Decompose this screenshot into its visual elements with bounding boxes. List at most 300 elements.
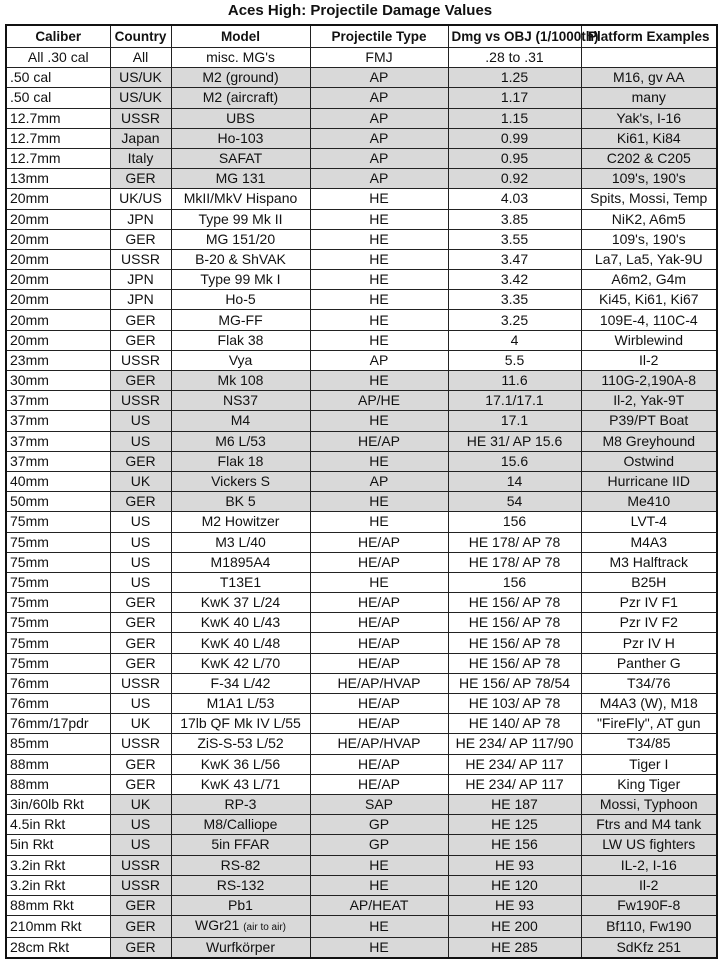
cell-country — [110, 794, 171, 814]
projectile-type-text: HE — [369, 918, 389, 935]
platform-text: many — [631, 89, 666, 106]
cell-projectile-type — [310, 916, 448, 938]
cell-caliber — [6, 613, 110, 633]
country-text: Italy — [127, 150, 154, 167]
country-text: UK — [130, 473, 151, 490]
model-text: misc. MG's — [206, 49, 275, 66]
cell-platform — [581, 774, 717, 794]
damage-text: HE 234/ AP 117/90 — [455, 735, 574, 752]
cell-platform — [581, 512, 717, 532]
cell-model — [171, 411, 310, 431]
damage-text: 15.6 — [500, 452, 529, 469]
platform-text: Mossi, Typhoon — [599, 796, 698, 813]
country-text: GER — [125, 939, 156, 956]
projectile-type-text: AP — [369, 473, 389, 490]
caliber-text: 75mm — [10, 614, 49, 631]
cell-model — [171, 613, 310, 633]
cell-damage — [448, 371, 581, 391]
table-row — [6, 572, 717, 592]
damage-text: 5.5 — [504, 351, 525, 368]
model-text: 5in FFAR — [211, 836, 270, 853]
cell-country — [110, 108, 171, 128]
caliber-text: 75mm — [10, 634, 49, 651]
cell-model — [171, 249, 310, 269]
projectile-type-text: AP — [369, 109, 389, 126]
cell-country — [110, 411, 171, 431]
table-row — [6, 371, 717, 391]
country-text: GER — [125, 614, 156, 631]
projectile-type-text: HE — [369, 493, 389, 510]
projectile-type-text: HE/AP — [357, 614, 400, 631]
damage-text: HE 156 — [491, 836, 538, 853]
caliber-text: 20mm — [10, 311, 49, 328]
model-text: RS-132 — [216, 876, 265, 893]
cell-country — [110, 552, 171, 572]
cell-model — [171, 431, 310, 451]
cell-model — [171, 572, 310, 592]
damage-text: 3.25 — [500, 311, 529, 328]
cell-damage — [448, 774, 581, 794]
country-text: UK — [130, 796, 151, 813]
projectile-type-text: HE — [369, 939, 389, 956]
cell-model — [171, 875, 310, 895]
cell-caliber — [6, 270, 110, 290]
cell-projectile-type — [310, 734, 448, 754]
platform-text: Tiger I — [629, 755, 669, 772]
damage-text: HE 234/ AP 117 — [465, 755, 564, 772]
cell-caliber — [6, 835, 110, 855]
cell-damage — [448, 916, 581, 938]
country-text: US/UK — [119, 69, 162, 86]
cell-projectile-type — [310, 492, 448, 512]
damage-text: 1.15 — [500, 109, 529, 126]
table-row — [6, 471, 717, 491]
damage-text: HE 93 — [495, 856, 534, 873]
caliber-text: 37mm — [10, 452, 49, 469]
cell-caliber — [6, 714, 110, 734]
caliber-text: 23mm — [10, 351, 49, 368]
cell-model — [171, 552, 310, 572]
cell-damage — [448, 593, 581, 613]
country-text: GER — [125, 331, 156, 348]
table-row — [6, 916, 717, 938]
model-text: WGr21 — [194, 917, 240, 934]
cell-country — [110, 371, 171, 391]
cell-projectile-type — [310, 633, 448, 653]
platform-text: Pzr IV H — [622, 634, 675, 651]
caliber-text: 88mm Rkt — [10, 896, 74, 913]
cell-projectile-type — [310, 350, 448, 370]
cell-projectile-type — [310, 451, 448, 471]
projectile-type-text: HE/AP — [357, 594, 400, 611]
table-row — [6, 451, 717, 471]
caliber-text: 76mm — [10, 674, 49, 691]
cell-damage — [448, 734, 581, 754]
damage-text: HE 285 — [491, 939, 538, 956]
platform-text: Me410 — [627, 493, 671, 510]
model-text: Type 99 Mk II — [198, 210, 283, 227]
cell-caliber — [6, 290, 110, 310]
damage-text: 11.6 — [501, 372, 528, 389]
model-text: Ho-5 — [225, 291, 256, 308]
model-text: ZiS-S-53 L/52 — [197, 735, 284, 752]
table-row — [6, 108, 717, 128]
cell-caliber — [6, 391, 110, 411]
cell-platform — [581, 310, 717, 330]
model-text: Type 99 Mk I — [200, 271, 281, 288]
cell-country — [110, 512, 171, 532]
cell-damage — [448, 694, 581, 714]
cell-caliber — [6, 310, 110, 330]
cell-country — [110, 714, 171, 734]
header-country: Country — [110, 25, 171, 48]
cell-projectile-type — [310, 371, 448, 391]
caliber-text: 3.2in Rkt — [10, 856, 66, 873]
cell-projectile-type — [310, 938, 448, 959]
cell-damage — [448, 653, 581, 673]
damage-text: 0.95 — [500, 150, 529, 167]
projectile-type-text: HE — [369, 311, 389, 328]
model-text: M1A1 L/53 — [206, 695, 275, 712]
cell-model — [171, 774, 310, 794]
platform-text: 109E-4, 110C-4 — [599, 311, 698, 328]
cell-projectile-type — [310, 653, 448, 673]
country-text: USSR — [121, 109, 160, 126]
cell-platform — [581, 552, 717, 572]
cell-platform — [581, 855, 717, 875]
damage-text: 4 — [510, 331, 519, 348]
cell-model — [171, 229, 310, 249]
cell-platform — [581, 593, 717, 613]
cell-country — [110, 774, 171, 794]
cell-model — [171, 492, 310, 512]
cell-projectile-type — [310, 270, 448, 290]
cell-projectile-type — [310, 68, 448, 88]
projectile-type-text: GP — [368, 816, 390, 833]
cell-caliber — [6, 572, 110, 592]
platform-text: King Tiger — [617, 775, 681, 792]
country-text: USSR — [121, 250, 160, 267]
caliber-text: 28cm Rkt — [10, 939, 70, 956]
cell-platform — [581, 330, 717, 350]
model-text: SAFAT — [218, 150, 263, 167]
platform-text: NiK2, A6m5 — [611, 210, 686, 227]
damage-text: HE 156/ AP 78/54 — [458, 674, 571, 691]
platform-text: 110G-2,190A-8 — [601, 372, 697, 389]
platform-text: Yak's, I-16 — [616, 109, 682, 126]
cell-projectile-type — [310, 572, 448, 592]
damage-table — [5, 24, 718, 959]
cell-projectile-type — [310, 855, 448, 875]
platform-text: M3 Halftrack — [609, 553, 689, 570]
table-row — [6, 431, 717, 451]
model-text: M2 Howitzer — [201, 513, 280, 530]
cell-projectile-type — [310, 613, 448, 633]
cell-platform — [581, 189, 717, 209]
platform-text: Ki45, Ki61, Ki67 — [598, 291, 699, 308]
caliber-text: All .30 cal — [27, 49, 89, 66]
cell-caliber — [6, 88, 110, 108]
country-text: US — [130, 816, 151, 833]
caliber-text: 88mm — [10, 775, 49, 792]
cell-projectile-type — [310, 471, 448, 491]
cell-model — [171, 330, 310, 350]
model-note: (air to air) — [243, 922, 287, 934]
caliber-text: 37mm — [10, 432, 49, 449]
cell-country — [110, 855, 171, 875]
cell-platform — [581, 938, 717, 959]
cell-projectile-type — [310, 593, 448, 613]
projectile-type-text: AP — [369, 150, 389, 167]
projectile-type-text: HE/AP — [357, 715, 400, 732]
cell-platform — [581, 48, 717, 68]
cell-country — [110, 189, 171, 209]
cell-country — [110, 330, 171, 350]
cell-projectile-type — [310, 774, 448, 794]
caliber-text: .50 cal — [10, 69, 52, 86]
cell-model — [171, 653, 310, 673]
cell-model — [171, 391, 310, 411]
cell-damage — [448, 189, 581, 209]
damage-text: 3.55 — [500, 230, 529, 247]
model-text: B-20 & ShVAK — [195, 250, 286, 267]
cell-country — [110, 148, 171, 168]
model-text: Wurfkörper — [206, 939, 275, 956]
cell-damage — [448, 532, 581, 552]
country-text: US — [130, 836, 151, 853]
country-text: USSR — [121, 351, 160, 368]
projectile-type-text: AP — [369, 69, 389, 86]
cell-projectile-type — [310, 391, 448, 411]
cell-damage — [448, 451, 581, 471]
country-text: JPN — [127, 210, 154, 227]
cell-caliber — [6, 673, 110, 693]
model-text: KwK 42 L/70 — [200, 654, 281, 671]
cell-caliber — [6, 68, 110, 88]
cell-damage — [448, 512, 581, 532]
table-row — [6, 895, 717, 915]
cell-platform — [581, 694, 717, 714]
cell-damage — [448, 209, 581, 229]
table-row — [6, 249, 717, 269]
caliber-text: 5in Rkt — [10, 836, 54, 853]
cell-platform — [581, 875, 717, 895]
cell-caliber — [6, 774, 110, 794]
damage-text: 17.1 — [500, 412, 529, 429]
model-text: Ho-103 — [217, 129, 264, 146]
cell-model — [171, 88, 310, 108]
cell-country — [110, 673, 171, 693]
country-text: JPN — [127, 271, 154, 288]
cell-platform — [581, 492, 717, 512]
cell-caliber — [6, 48, 110, 68]
cell-caliber — [6, 593, 110, 613]
projectile-type-text: HE — [369, 412, 389, 429]
cell-platform — [581, 290, 717, 310]
table-row — [6, 310, 717, 330]
platform-text: Ostwind — [623, 452, 675, 469]
caliber-text: 210mm Rkt — [10, 918, 82, 935]
model-text: NS37 — [222, 392, 259, 409]
cell-model — [171, 895, 310, 915]
cell-caliber — [6, 330, 110, 350]
damage-text: HE 31/ AP 15.6 — [466, 432, 563, 449]
cell-caliber — [6, 249, 110, 269]
cell-model — [171, 471, 310, 491]
country-text: US — [130, 513, 151, 530]
cell-model — [171, 189, 310, 209]
model-text: M4 — [230, 412, 251, 429]
model-text: 17lb QF Mk IV L/55 — [180, 715, 301, 732]
platform-text: SdKfz 251 — [616, 939, 682, 956]
projectile-type-text: AP/HE — [357, 392, 400, 409]
table-row — [6, 734, 717, 754]
table-row — [6, 330, 717, 350]
country-text: GER — [125, 230, 156, 247]
cell-damage — [448, 938, 581, 959]
model-text: RS-82 — [220, 856, 261, 873]
cell-caliber — [6, 734, 110, 754]
cell-country — [110, 451, 171, 471]
platform-text: Il-2 — [639, 351, 659, 368]
cell-damage — [448, 572, 581, 592]
cell-platform — [581, 916, 717, 938]
cell-caliber — [6, 350, 110, 370]
cell-caliber — [6, 653, 110, 673]
caliber-text: 75mm — [10, 553, 49, 570]
projectile-type-text: HE — [369, 210, 389, 227]
model-text: MkII/MkV Hispano — [183, 190, 298, 207]
cell-model — [171, 108, 310, 128]
table-row — [6, 593, 717, 613]
damage-text: HE 156/ AP 78 — [468, 614, 561, 631]
damage-text: 0.99 — [500, 129, 529, 146]
platform-text: M4A3 (W), M18 — [599, 695, 698, 712]
platform-text: LVT-4 — [630, 513, 667, 530]
model-text: MG 151/20 — [205, 230, 276, 247]
cell-caliber — [6, 169, 110, 189]
projectile-type-text: HE — [369, 513, 389, 530]
cell-caliber — [6, 754, 110, 774]
damage-text: HE 200 — [491, 918, 538, 935]
header-row — [6, 25, 717, 48]
projectile-type-text: HE/AP — [357, 654, 400, 671]
model-text: Flak 18 — [217, 452, 264, 469]
cell-platform — [581, 148, 717, 168]
cell-projectile-type — [310, 815, 448, 835]
cell-model — [171, 734, 310, 754]
cell-platform — [581, 350, 717, 370]
table-row — [6, 613, 717, 633]
country-text: Japan — [121, 129, 160, 146]
table-row — [6, 835, 717, 855]
table-row — [6, 391, 717, 411]
cell-country — [110, 734, 171, 754]
platform-text: "FireFly", AT gun — [596, 715, 701, 732]
cell-damage — [448, 350, 581, 370]
country-text: US — [130, 695, 151, 712]
caliber-text: 75mm — [10, 513, 49, 530]
cell-country — [110, 391, 171, 411]
table-row — [6, 411, 717, 431]
damage-text: HE 103/ AP 78 — [468, 695, 561, 712]
cell-model — [171, 714, 310, 734]
cell-projectile-type — [310, 673, 448, 693]
cell-country — [110, 694, 171, 714]
cell-model — [171, 855, 310, 875]
cell-projectile-type — [310, 249, 448, 269]
cell-model — [171, 673, 310, 693]
cell-projectile-type — [310, 290, 448, 310]
cell-caliber — [6, 471, 110, 491]
caliber-text: 13mm — [10, 170, 49, 187]
damage-text: 1.17 — [500, 89, 529, 106]
platform-text: B25H — [631, 573, 667, 590]
cell-platform — [581, 613, 717, 633]
table-row — [6, 512, 717, 532]
cell-platform — [581, 633, 717, 653]
cell-caliber — [6, 512, 110, 532]
table-row — [6, 229, 717, 249]
cell-platform — [581, 794, 717, 814]
caliber-text: 12.7mm — [10, 129, 61, 146]
cell-projectile-type — [310, 88, 448, 108]
model-text: KwK 40 L/48 — [200, 634, 281, 651]
cell-model — [171, 694, 310, 714]
country-text: USSR — [121, 392, 160, 409]
cell-damage — [448, 68, 581, 88]
projectile-type-text: HE/AP — [357, 695, 400, 712]
model-text: F-34 L/42 — [210, 674, 271, 691]
projectile-type-text: AP — [369, 170, 389, 187]
caliber-text: 37mm — [10, 392, 49, 409]
cell-platform — [581, 411, 717, 431]
cell-damage — [448, 48, 581, 68]
caliber-text: 20mm — [10, 250, 49, 267]
table-row — [6, 633, 717, 653]
damage-text: 3.42 — [500, 271, 529, 288]
cell-projectile-type — [310, 532, 448, 552]
cell-platform — [581, 371, 717, 391]
cell-platform — [581, 895, 717, 915]
cell-caliber — [6, 128, 110, 148]
damage-text: HE 178/ AP 78 — [468, 533, 561, 550]
cell-country — [110, 310, 171, 330]
platform-text: C202 & C205 — [606, 150, 691, 167]
table-row — [6, 532, 717, 552]
cell-country — [110, 290, 171, 310]
table-row — [6, 875, 717, 895]
cell-model — [171, 350, 310, 370]
country-text: USSR — [121, 876, 160, 893]
caliber-text: 40mm — [10, 473, 49, 490]
table-row — [6, 270, 717, 290]
cell-damage — [448, 552, 581, 572]
cell-caliber — [6, 815, 110, 835]
cell-platform — [581, 835, 717, 855]
caliber-text: 3in/60lb Rkt — [10, 796, 84, 813]
cell-country — [110, 169, 171, 189]
platform-text: Bf110, Fw190 — [606, 918, 692, 935]
country-text: GER — [125, 452, 156, 469]
country-text: GER — [125, 634, 156, 651]
cell-damage — [448, 673, 581, 693]
projectile-type-text: HE — [369, 876, 389, 893]
caliber-text: 88mm — [10, 755, 49, 772]
model-text: MG-FF — [218, 311, 263, 328]
document-title: Aces High: Projectile Damage Values — [227, 2, 493, 19]
table-row — [6, 48, 717, 68]
